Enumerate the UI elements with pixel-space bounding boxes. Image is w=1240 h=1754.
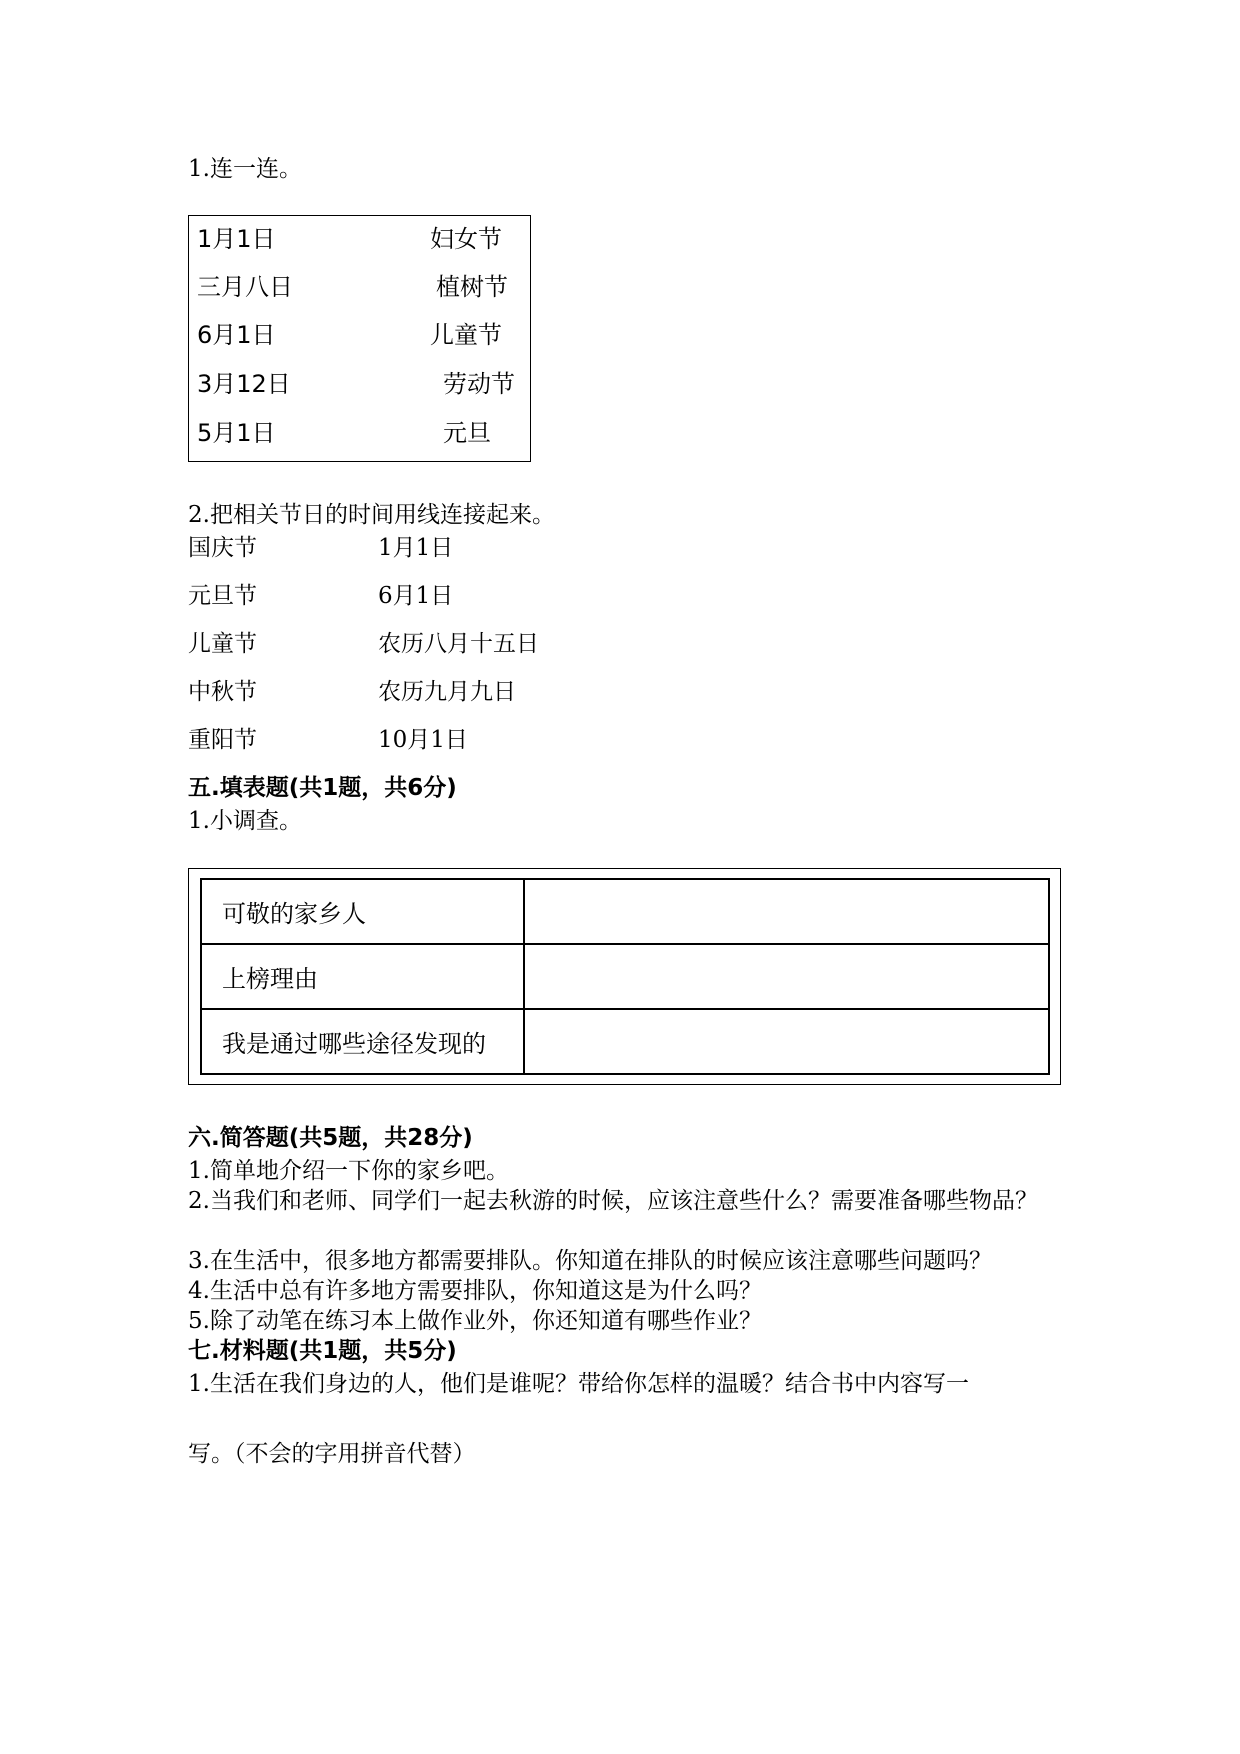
match-box xyxy=(188,215,531,462)
survey-answer-cell[interactable] xyxy=(524,944,1049,1009)
table-row xyxy=(201,1009,1049,1074)
match-left-item: 5月1日 xyxy=(197,419,276,447)
festival-date: 6月1日 xyxy=(378,583,454,609)
festival-date: 10月1日 xyxy=(378,727,468,753)
question: 4.生活中总有许多地方需要排队，你知道这是为什么吗？ xyxy=(188,1278,762,1304)
survey-answer-cell[interactable] xyxy=(524,879,1049,944)
survey-answer-cell[interactable] xyxy=(524,1009,1049,1074)
festival-name: 儿童节 xyxy=(188,631,257,657)
q2-prompt: 2.把相关节日的时间用线连接起来。 xyxy=(188,502,555,528)
survey-label: 我是通过哪些途径发现的 xyxy=(201,1009,524,1074)
match-right-item: 植树节 xyxy=(436,273,508,301)
question: 2.当我们和老师、同学们一起去秋游的时候，应该注意些什么？需要准备哪些物品？ xyxy=(188,1188,1038,1214)
survey-table xyxy=(200,878,1050,1075)
question: 5.除了动笔在练习本上做作业外，你还知道有哪些作业？ xyxy=(188,1308,762,1334)
match-right-item: 元旦 xyxy=(443,419,491,447)
q1-prompt: 1.小调查。 xyxy=(188,808,302,834)
festival-date: 1月1日 xyxy=(378,535,454,561)
section-heading: 五.填表题(共1题，共6分) xyxy=(188,775,457,801)
match-left-item: 6月1日 xyxy=(197,321,276,349)
question: 1.生活在我们身边的人，他们是谁呢？带给你怎样的温暖？结合书中内容写一 xyxy=(188,1371,969,1397)
match-left-item: 1月1日 xyxy=(197,225,276,253)
section-heading: 六.简答题(共5题，共28分) xyxy=(188,1125,473,1151)
survey-table-frame xyxy=(188,868,1061,1085)
question: 1.简单地介绍一下你的家乡吧。 xyxy=(188,1158,509,1184)
match-right-item: 妇女节 xyxy=(430,225,502,253)
match-right-item: 劳动节 xyxy=(443,370,515,398)
question-continued: 写。（不会的字用拼音代替） xyxy=(188,1441,476,1467)
survey-label: 上榜理由 xyxy=(201,944,524,1009)
question: 3.在生活中，很多地方都需要排队。你知道在排队的时候应该注意哪些问题吗？ xyxy=(188,1248,992,1274)
festival-name: 中秋节 xyxy=(188,679,257,705)
table-row xyxy=(201,944,1049,1009)
festival-name: 元旦节 xyxy=(188,583,257,609)
survey-label: 可敬的家乡人 xyxy=(201,879,524,944)
festival-date: 农历八月十五日 xyxy=(378,631,539,657)
match-left-item: 三月八日 xyxy=(197,273,293,301)
festival-name: 重阳节 xyxy=(188,727,257,753)
match-right-item: 儿童节 xyxy=(430,321,502,349)
festival-date: 农历九月九日 xyxy=(378,679,516,705)
match-left-item: 3月12日 xyxy=(197,370,291,398)
section-heading: 七.材料题(共1题，共5分) xyxy=(188,1338,457,1364)
q1-prompt: 1.连一连。 xyxy=(188,156,302,182)
festival-name: 国庆节 xyxy=(188,535,257,561)
table-row xyxy=(201,879,1049,944)
